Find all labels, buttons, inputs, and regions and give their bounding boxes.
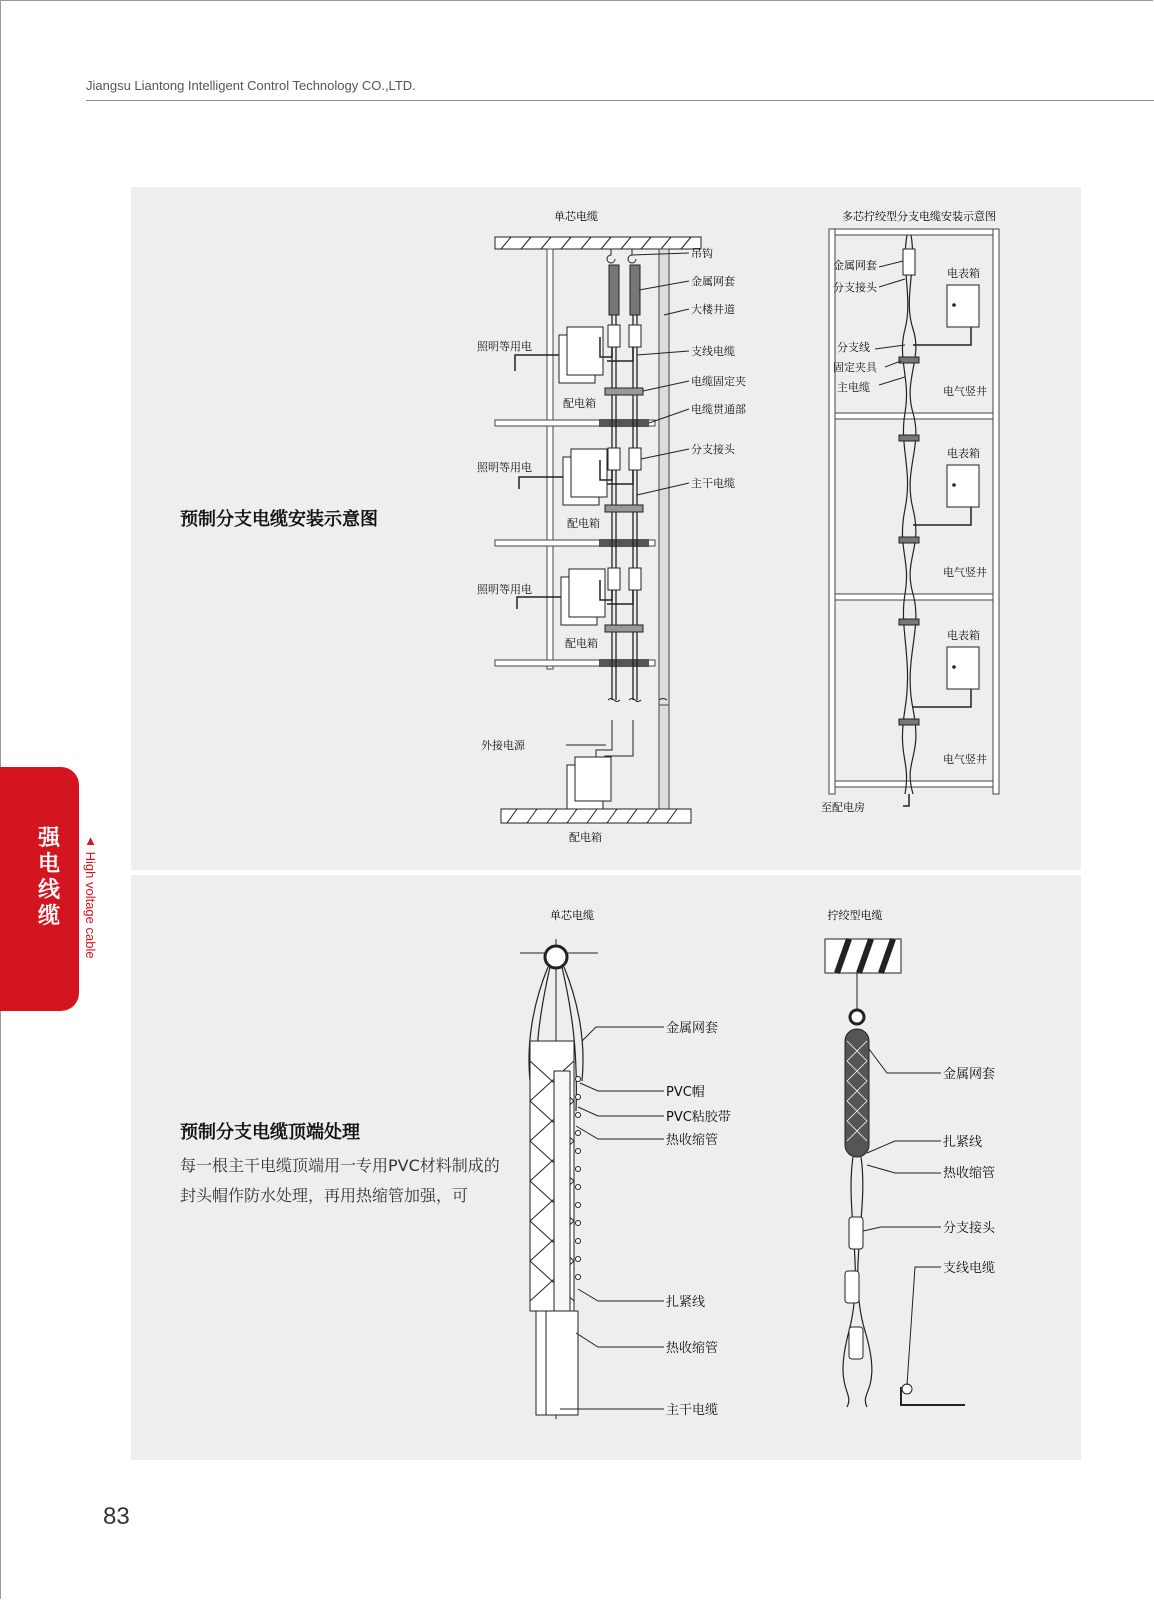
label-dist-box-ground: 配电箱	[569, 831, 602, 844]
label-b-meter-box-1: 电表箱	[947, 267, 980, 280]
label-c-shrink-tube: 热收缩管	[666, 1133, 719, 1148]
label-c-tie-wire: 扎紧线	[666, 1295, 706, 1310]
label-b-meter-box-3: 电表箱	[947, 629, 980, 642]
label-b-shaft-3: 电气竖井	[943, 753, 987, 766]
label-b-shaft-2: 电气竖井	[943, 566, 987, 579]
label-dist-box-2: 配电箱	[567, 517, 600, 530]
diagram-b-title: 多芯拧绞型分支电缆安装示意图	[842, 210, 996, 223]
category-label-cn: 强电线缆	[37, 826, 60, 929]
label-clamp: 电缆固定夹	[691, 375, 746, 388]
label-pass: 电缆贯通部	[691, 403, 746, 416]
twisted-top-end-diagram	[825, 911, 1025, 1421]
top-end-treatment-panel	[131, 875, 1081, 1460]
section-title-installation: 预制分支电缆安装示意图	[180, 509, 378, 530]
diagram-a-title: 单芯电缆	[554, 210, 598, 223]
label-c-main-cable: 主干电缆	[666, 1403, 719, 1418]
single-core-top-end-diagram	[516, 911, 756, 1421]
label-b-branch-wire: 分支线	[837, 341, 870, 354]
label-lighting-3: 照明等用电	[477, 583, 532, 596]
label-d-branch-joint: 分支接头	[943, 1221, 996, 1236]
diagram-d-title: 拧绞型电缆	[827, 909, 883, 922]
label-branch-joint: 分支接头	[691, 443, 735, 456]
label-c-pvc-cap: PVC帽	[666, 1085, 705, 1100]
label-b-main-cable: 主电缆	[837, 381, 870, 394]
label-dist-box-3: 配电箱	[565, 637, 598, 650]
label-hook: 吊钩	[691, 247, 713, 260]
label-d-shrink-tube: 热收缩管	[943, 1166, 996, 1181]
category-label-en: ▲ High voltage cable	[83, 833, 98, 959]
section-title-top-end: 预制分支电缆顶端处理	[180, 1122, 360, 1143]
label-c-shrink-tube-2: 热收缩管	[666, 1341, 719, 1356]
page-number: 83	[103, 1503, 130, 1530]
label-d-metal-sleeve: 金属网套	[943, 1067, 996, 1082]
label-metal-sleeve: 金属网套	[691, 275, 735, 288]
label-ext-power: 外接电源	[481, 739, 525, 752]
top-end-description: 每一根主干电缆顶端用一专用PVC材料制成的封头帽作防水处理，再用热缩管加强，可	[180, 1156, 500, 1205]
label-d-tie-wire: 扎紧线	[943, 1135, 983, 1150]
header-divider	[86, 100, 1154, 101]
twisted-installation-diagram	[821, 209, 1016, 824]
label-main-cable: 主干电缆	[691, 477, 735, 490]
label-dist-box-1: 配电箱	[563, 397, 596, 410]
label-lighting-1: 照明等用电	[477, 340, 532, 353]
label-lighting-2: 照明等用电	[477, 461, 532, 474]
diagram-c-title: 单芯电缆	[550, 909, 594, 922]
label-b-meter-box-2: 电表箱	[947, 447, 980, 460]
single-core-installation-diagram	[471, 205, 746, 855]
label-branch-cable: 支线电缆	[691, 345, 735, 358]
label-c-pvc-tape: PVC粘胶带	[666, 1110, 731, 1125]
label-d-branch-cable: 支线电缆	[943, 1261, 996, 1276]
label-shaft: 大楼井道	[691, 303, 735, 316]
label-c-metal-sleeve: 金属网套	[666, 1021, 719, 1036]
label-b-branch-joint: 分支接头	[833, 281, 877, 294]
label-b-shaft-1: 电气竖井	[943, 385, 987, 398]
label-b-to-room: 至配电房	[821, 801, 865, 814]
label-b-metal-sleeve: 金属网套	[833, 259, 877, 272]
installation-panel	[131, 187, 1081, 870]
label-b-clamp: 固定夹具	[833, 361, 877, 374]
company-header: Jiangsu Liantong Intelligent Control Technology CO.,LTD.	[86, 78, 416, 93]
